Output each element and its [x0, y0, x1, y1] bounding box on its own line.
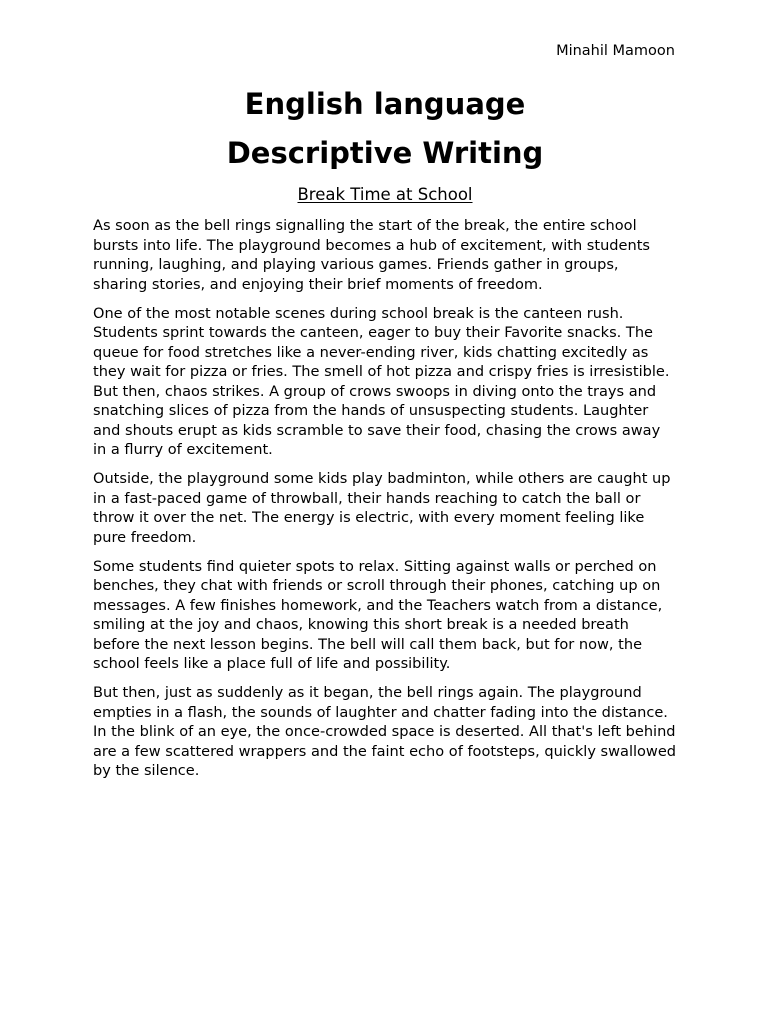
author-name: Minahil Mamoon [556, 43, 675, 59]
essay-subtitle [93, 185, 677, 205]
paragraph-5: But then, just as suddenly as it began, the bell rings again. The playground empties in a flash, the sounds of laughter and chatter fading into the distance. In the blink of an eye, the once-crowded space is deserted. All that's left behind are a few scattered wrappers and the faint echo of footsteps, quickly swallowed by the silence. [93, 684, 677, 779]
document-title-line-1: English language [244, 87, 526, 121]
document-page [93, 0, 677, 1024]
paragraph-3: Outside, the playground some kids play badminton, while others are caught up in a fast-paced game of throwball, their hands reaching to catch the ball or throw it over the net. The energy is electric, with every moment feeling like pure freedom. [93, 470, 671, 546]
paragraph-1: As soon as the bell rings signalling the start of the break, the entire school bursts into life. The playground becomes a hub of excitement, with students running, laughing, and playing various games. Friends gather in groups, sharing stories, and enjoying their brief moments of freedom. [93, 217, 650, 293]
essay-subtitle-text: Break Time at School [297, 185, 473, 204]
paragraph-2: One of the most notable scenes during school break is the canteen rush. Students sprint towards the canteen, eager to buy their Favorite snacks. The queue for food stretches like a never-ending river, kids chatting excitedly as they wait for pizza or fries. The smell of hot pizza and crispy fries is irresistible. But then, chaos strikes. A group of crows swoops in diving onto the trays and snatching slices of pizza from the hands of unsuspecting students. Laughter and shouts erupt as kids scramble to save their food, chasing the crows away in a flurry of excitement. [93, 304, 670, 458]
essay-body [93, 216, 677, 790]
paragraph-4: Some students find quieter spots to relax. Sitting against walls or perched on benches, they chat with friends or scroll through their phones, catching up on messages. A few finishes homework, and the Teachers watch from a distance, smiling at the joy and chaos, knowing this short break is a needed breath before the next lesson begins. The bell will call them back, but for now, the school feels like a place full of life and possibility. [93, 557, 663, 672]
document-title-line-2: Descriptive Writing [226, 136, 544, 170]
